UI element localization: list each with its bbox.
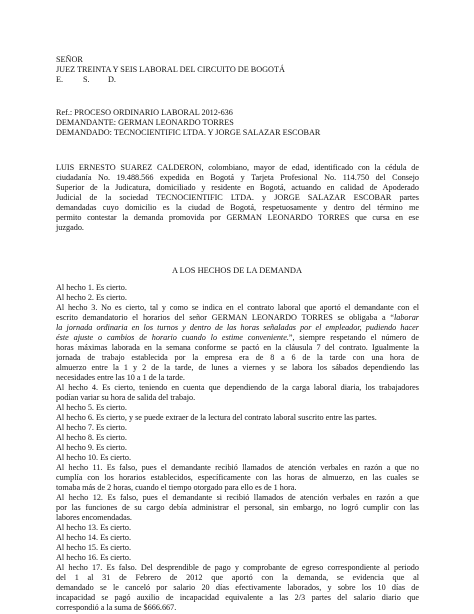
intro-line: ciudadanía No. 19.488.566 expedida en Bogotá y Tarjeta Profesional No. 114.750 del Consejo [56,173,419,182]
fact-line: necesidades entre las 10 a 1 de la tarde. [56,373,185,382]
fact-line: correspondió a la suma de $666.667. [56,603,177,612]
fact-line: Al hecho 16. Es cierto. [56,553,132,562]
section-title: A LOS HECHOS DE LA DEMANDA [171,266,303,275]
intro-line: permito contestar la demanda promovida por GERMAN LEONARDO TORRES que cursa en ese [56,213,419,222]
fact-line: Al hecho 9. Es cierto. [56,443,127,452]
esd-line [56,75,116,86]
quoted-text: éste ajuste o cambios de horario cuando lo estime conveniente. [56,333,289,342]
fact-line: demandado se le canceló por salario 20 días efectivamente laborados, y sobre los 10 días de [56,583,419,592]
fact-line: del 1 al 31 de Febrero de 2012 que aportó con la demanda, se evidencia que al [56,573,419,582]
fact-line: almuerzo entre la 1 y 2 de la tarde, de lunes a viernes y se labora los sábados dependiendo las [56,363,419,372]
fact-line: Al hecho 4. Es cierto, teniendo en cuenta que dependiendo de la carga laboral diaria, los trabajadores [56,383,419,392]
intro-line: demandadas cuyo domicilio es la ciudad de Bogotá, respetuosamente y dentro del término me [56,203,419,212]
intro-line: Superior de la Judicatura, domiciliado y residente en Bogotá, actuando en calidad de Apoderado [56,183,419,192]
quoted-text: la jornada ordinaria en los turnos y dentro de las horas señaladas por el empleador, pudiendo hacer [56,323,419,332]
fact-text: escrito demandatorio el horarios del señor GERMAN LEONARDO TORRES se obligaba a “ [56,313,394,322]
fact-text: ”, siempre respetando el número de [288,333,419,342]
defendant-line: DEMANDADO: TECNOCIENTIFIC LTDA. Y JORGE SALAZAR ESCOBAR [56,128,321,137]
fact-line: cumplía con los horarios establecidos, específicamente con las horas de almuerzo, en las cuales se [56,473,419,482]
intro-line: juzgado. [56,223,84,232]
fact-line: horas máximas laborada en la semana conforme se pactó en la cláusula 7 del contrato. Igualmente la [56,343,419,352]
fact-line [56,333,419,344]
fact-line: Al hecho 11. Es falso, pues el demandante recibió llamados de atención verbales en razón a que no [56,463,419,472]
quoted-text: laborar [393,313,419,322]
esd-d: D. [108,75,116,84]
fact-line: podían variar su hora de salida del trabajo. [56,393,196,402]
fact-line: Al hecho 14. Es cierto. [56,533,132,542]
addressee-salutation: SEÑOR [56,55,83,64]
court-name: JUEZ TREINTA Y SEIS LABORAL DEL CIRCUITO DE BOGOTÁ [56,65,285,74]
intro-line: LUIS ERNESTO SUAREZ CALDERON, colombiano, mayor de edad, identificado con la cédula de [56,163,419,172]
esd-e: E. [56,75,64,84]
fact-line: Al hecho 17. Es falso. Del desprendible de pago y comprobante de egreso correspondiente al periodo [56,563,419,572]
intro-line: Judicial de la sociedad TECNOCIENTIFIC LTDA. y JORGE SALAZAR ESCOBAR partes [56,193,419,202]
fact-line [56,313,419,324]
fact-line: jornada de trabajo establecida por la empresa era de 8 a 6 de la tarde con una hora de [56,353,419,362]
fact-line: tomaba más de 2 horas, cuando el tiempo otorgado para ello es de 1 hora. [56,483,297,492]
esd-s: S. [83,75,90,84]
fact-line: Al hecho 15. Es cierto. [56,543,132,552]
fact-line: Al hecho 13. Es cierto. [56,523,132,532]
fact-line: incapacidad se pagó auxilio de incapacidad equivalente a las 2/3 partes del salario diario que [56,593,419,602]
fact-line: Al hecho 6. Es cierto, y se puede extraer de la lectura del contrato laboral suscrito entre las partes. [56,413,377,422]
fact-line: Al hecho 7. Es cierto. [56,423,127,432]
fact-line: Al hecho 10. Es cierto. [56,453,132,462]
plaintiff-line: DEMANDANTE: GERMAN LEONARDO TORRES [56,118,234,127]
fact-line: Al hecho 2. Es cierto. [56,293,127,302]
reference-line: Ref.: PROCESO ORDINARIO LABORAL 2012-636 [56,108,233,117]
fact-line: Al hecho 3. No es cierto, tal y como se indica en el contrato laboral que aportó el demandante con el [56,303,419,312]
fact-line: Al hecho 8. Es cierto. [56,433,127,442]
fact-line: por las funciones de su cargo debía administrar el personal, sin embargo, no logró cumplir con las [56,503,419,512]
fact-line: Al hecho 5. Es cierto. [56,403,127,412]
fact-line: labores encomendadas. [56,513,132,522]
fact-line: Al hecho 12. Es falso, pues el demandante si recibió llamados de atención verbales en razón a que [56,493,419,502]
fact-line: Al hecho 1. Es cierto. [56,283,127,292]
